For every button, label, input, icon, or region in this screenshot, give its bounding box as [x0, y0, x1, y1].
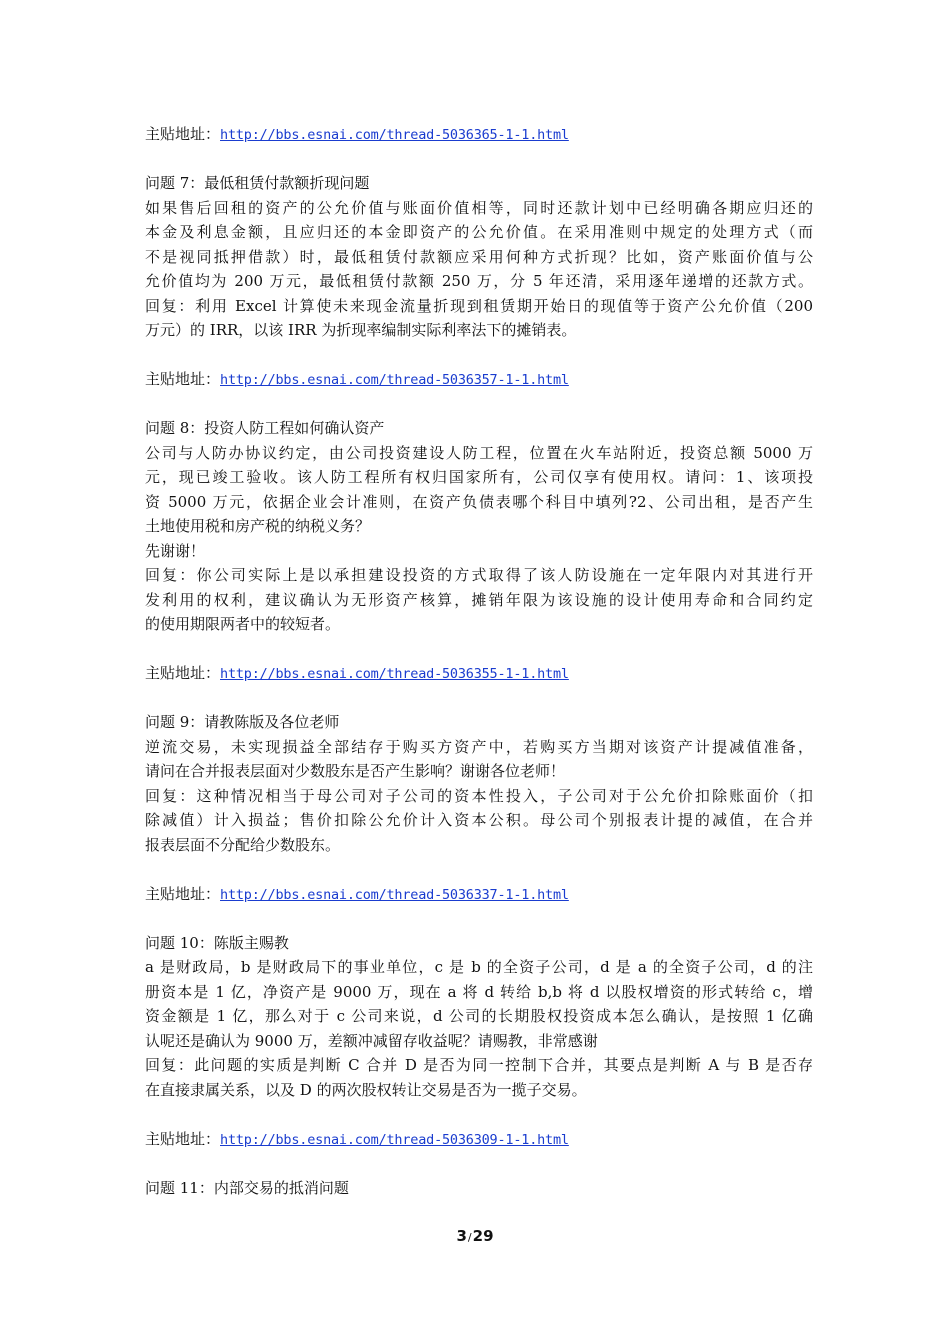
- reply-text-line: 回复：利用 Excel 计算使未来现金流量折现到租赁期开始日的现值等于资产公允价值（200: [145, 296, 813, 315]
- total-pages: 29: [472, 1227, 494, 1245]
- link-prefix: 主贴地址：: [145, 370, 221, 388]
- thread-link[interactable]: http://bbs.esnai.com/thread-5036337-1-1.html: [220, 886, 569, 903]
- reply-text-line: 万元）的 IRR，以该 IRR 为折现率编制实际利率法下的摊销表。: [145, 321, 577, 339]
- question-text-line: 先谢谢！: [145, 541, 206, 560]
- reply-text-line: 回复：这种情况相当于母公司对子公司的资本性投入，子公司对于公允价扣除账面价（扣: [145, 786, 813, 805]
- reply-text-line: 回复：此问题的实质是判断 C 合并 D 是否为同一控制下合并，其要点是判断 A 与 B 是否存: [145, 1056, 813, 1074]
- spacer: [145, 686, 813, 711]
- reply-text-line: 回复：你公司实际上是以承担建设投资的方式取得了该人防设施在一定年限内对其进行开: [145, 566, 813, 584]
- link-prefix: 主贴地址：: [145, 125, 221, 143]
- question-text-line: 土地使用税和房产税的纳税义务？: [145, 517, 371, 535]
- reply-text-line: 除减值）计入损益；售价扣除公允价计入资本公积。母公司个别报表计提的减值，在合并: [145, 811, 813, 829]
- reply-text-line: 在直接隶属关系，以及 D 的两次股权转让交易是否为一揽子交易。: [145, 1080, 587, 1099]
- thread-link[interactable]: http://bbs.esnai.com/thread-5036357-1-1.html: [220, 372, 569, 388]
- question-text-line: 认呢还是确认为 9000 万，差额冲减留存收益呢？请赐教，非常感谢: [145, 1031, 598, 1050]
- thread-link[interactable]: http://bbs.esnai.com/thread-5036365-1-1.html: [220, 127, 569, 143]
- question-text-line: 本金及利息金额，且应归还的本金即资产的公允价值。在采用准则中规定的处理方式（而: [145, 223, 813, 241]
- question-text-line: 不是视同抵押借款）时，最低租赁付款额应采用何种方式折现？比如，资产账面价值与公: [145, 247, 813, 266]
- question-text-line: 请问在合并报表层面对少数股东是否产生影响？谢谢各位老师！: [145, 762, 566, 780]
- spacer: [145, 147, 813, 172]
- question-title: 问题 10：陈版主赐教: [145, 933, 289, 952]
- question-title: 问题 9：请教陈版及各位老师: [145, 713, 340, 731]
- link-prefix: 主贴地址：: [145, 1129, 221, 1148]
- link-prefix: 主贴地址：: [145, 664, 221, 682]
- question-text-line: 如果售后回租的资产的公允价值与账面价值相等，同时还款计划中已经明确各期应归还的: [145, 198, 813, 217]
- thread-link[interactable]: http://bbs.esnai.com/thread-5036355-1-1.html: [220, 666, 569, 682]
- question-title: 问题 11：内部交易的抵消问题: [145, 1178, 349, 1197]
- spacer: [145, 343, 813, 368]
- link-prefix: 主贴地址：: [145, 884, 221, 903]
- question-text-line: a 是财政局，b 是财政局下的事业单位，c 是 b 的全资子公司，d 是 a 的全资子公司，d 的注: [145, 958, 813, 976]
- thread-link-line: [145, 367, 813, 392]
- document-body: [145, 122, 813, 1200]
- question-text-line: 逆流交易，未实现损益全部结存于购买方资产中，若购买方当期对该资产计提减值准备，: [145, 737, 813, 756]
- spacer: [145, 857, 813, 882]
- reply-text-line: 报表层面不分配给少数股东。: [145, 835, 341, 854]
- spacer: [145, 392, 813, 417]
- spacer: [145, 637, 813, 662]
- question-title: 问题 7：最低租赁付款额折现问题: [145, 174, 370, 192]
- thread-link-line: [145, 661, 813, 686]
- reply-text-line: 的使用期限两者中的较短者。: [145, 615, 341, 633]
- question-text-line: 允价值均为 200 万元，最低租赁付款额 250 万，分 5 年还清，采用逐年递增的还款方式。: [145, 272, 813, 290]
- question-title: 问题 8：投资人防工程如何确认资产: [145, 419, 385, 437]
- question-text-line: 元，现已竣工验收。该人防工程所有权归国家所有，公司仅享有使用权。请问：1、该项投: [145, 468, 813, 486]
- page-number: [0, 1226, 950, 1248]
- thread-link-line: [145, 122, 813, 147]
- spacer: [145, 906, 813, 931]
- spacer: [145, 1102, 813, 1127]
- thread-link[interactable]: http://bbs.esnai.com/thread-5036309-1-1.html: [220, 1131, 569, 1148]
- question-text-line: 资金额是 1 亿，那么对于 c 公司来说，d 公司的长期股权投资成本怎么确认，是按照 1 亿确: [145, 1007, 813, 1025]
- spacer: [145, 1151, 813, 1176]
- reply-text-line: 发利用的权利，建议确认为无形资产核算，摊销年限为该设施的设计使用寿命和合同约定: [145, 590, 813, 609]
- page-separator: /: [467, 1231, 472, 1244]
- question-text-line: 公司与人防办协议约定，由公司投资建设人防工程，位置在火车站附近，投资总额 5000 万: [145, 443, 813, 462]
- thread-link-line: [145, 882, 813, 907]
- current-page: 3: [456, 1227, 467, 1245]
- question-text-line: 资 5000 万元，依据企业会计准则，在资产负债表哪个科目中填列?2、公司出租，是否产生: [145, 492, 813, 511]
- question-text-line: 册资本是 1 亿，净资产是 9000 万，现在 a 将 d 转给 b,b 将 d 以股权增资的形式转给 c，增: [145, 982, 813, 1001]
- thread-link-line: [145, 1127, 813, 1152]
